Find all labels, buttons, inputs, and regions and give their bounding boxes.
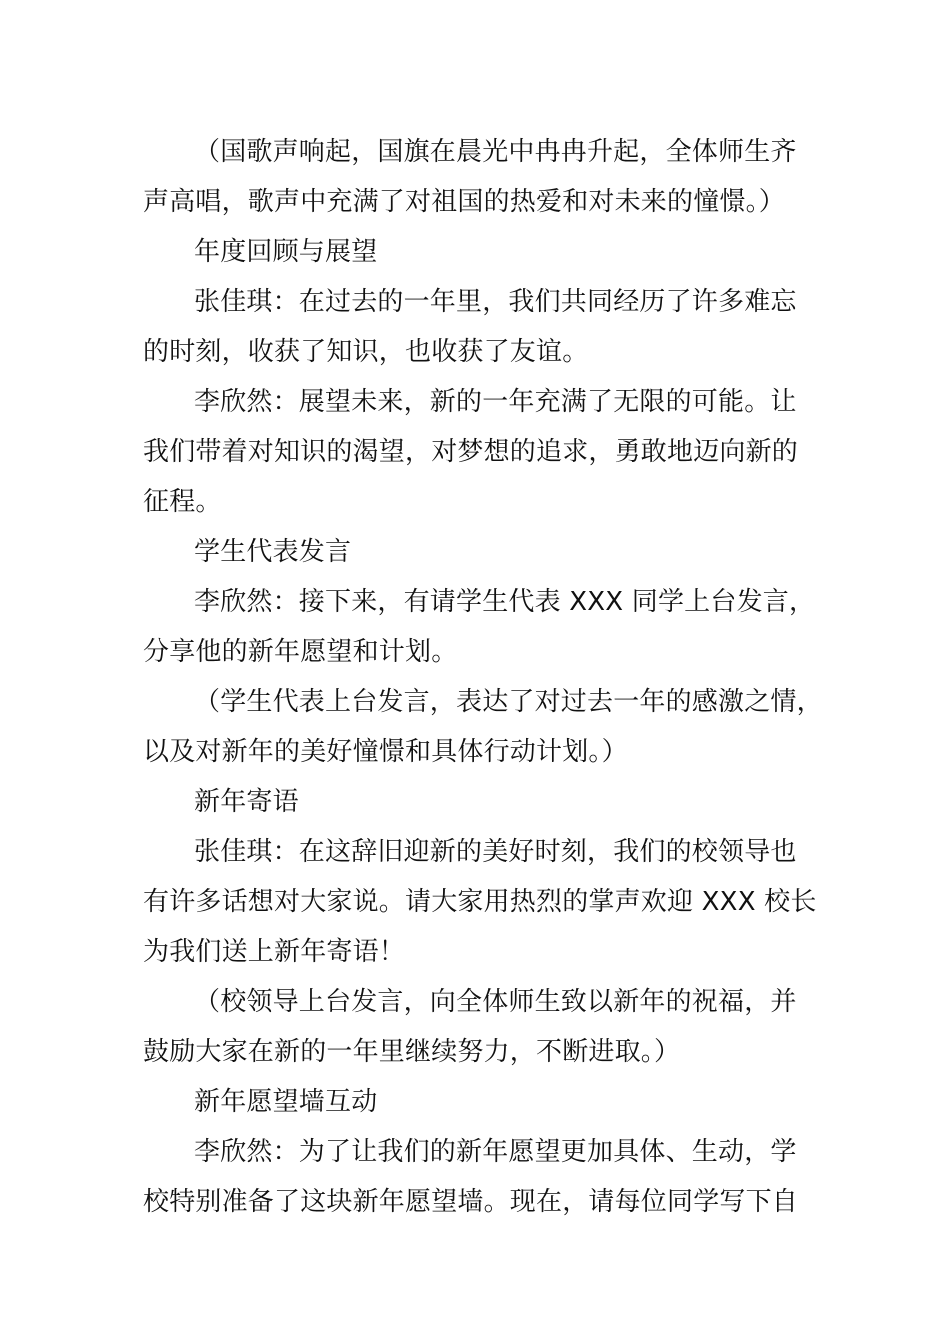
- paragraph-line: 张佳琪：在这辞旧迎新的美好时刻，我们的校领导也: [194, 837, 797, 867]
- paragraph-line: 的时刻，收获了知识，也收获了友谊。: [143, 337, 589, 367]
- paragraph-line: 李欣然：为了让我们的新年愿望更加具体、生动，学: [194, 1137, 797, 1167]
- paragraph-line: 张佳琪：在过去的一年里，我们共同经历了许多难忘: [194, 287, 797, 317]
- section-heading: 年度回顾与展望: [194, 237, 378, 267]
- paragraph-line: 有许多话想对大家说。请大家用热烈的掌声欢迎 XXX 校长: [143, 887, 817, 917]
- section-heading: 新年愿望墙互动: [194, 1087, 378, 1117]
- paragraph-line: （校领导上台发言，向全体师生致以新年的祝福，并: [194, 987, 797, 1017]
- section-heading: 学生代表发言: [194, 537, 352, 567]
- paragraph-line: 我们带着对知识的渴望，对梦想的追求，勇敢地迈向新的: [143, 437, 799, 467]
- paragraph-line: 李欣然：接下来，有请学生代表 XXX 同学上台发言，: [194, 587, 816, 617]
- paragraph-line: 以及对新年的美好憧憬和具体行动计划。）: [143, 737, 628, 767]
- paragraph-line: （学生代表上台发言，表达了对过去一年的感激之情，: [194, 687, 823, 717]
- paragraph-line: 征程。: [143, 487, 222, 517]
- paragraph-line: 声高唱，歌声中充满了对祖国的热爱和对未来的憧憬。）: [143, 187, 786, 217]
- paragraph-line: 校特别准备了这块新年愿望墙。现在，请每位同学写下自: [143, 1187, 799, 1217]
- paragraph-line: （国歌声响起，国旗在晨光中冉冉升起，全体师生齐: [194, 137, 797, 167]
- paragraph-line: 李欣然：展望未来，新的一年充满了无限的可能。让: [194, 387, 797, 417]
- section-heading: 新年寄语: [194, 787, 299, 817]
- paragraph-line: 分享他的新年愿望和计划。: [143, 637, 458, 667]
- paragraph-line: 为我们送上新年寄语！: [143, 937, 406, 967]
- paragraph-line: 鼓励大家在新的一年里继续努力，不断进取。）: [143, 1037, 681, 1067]
